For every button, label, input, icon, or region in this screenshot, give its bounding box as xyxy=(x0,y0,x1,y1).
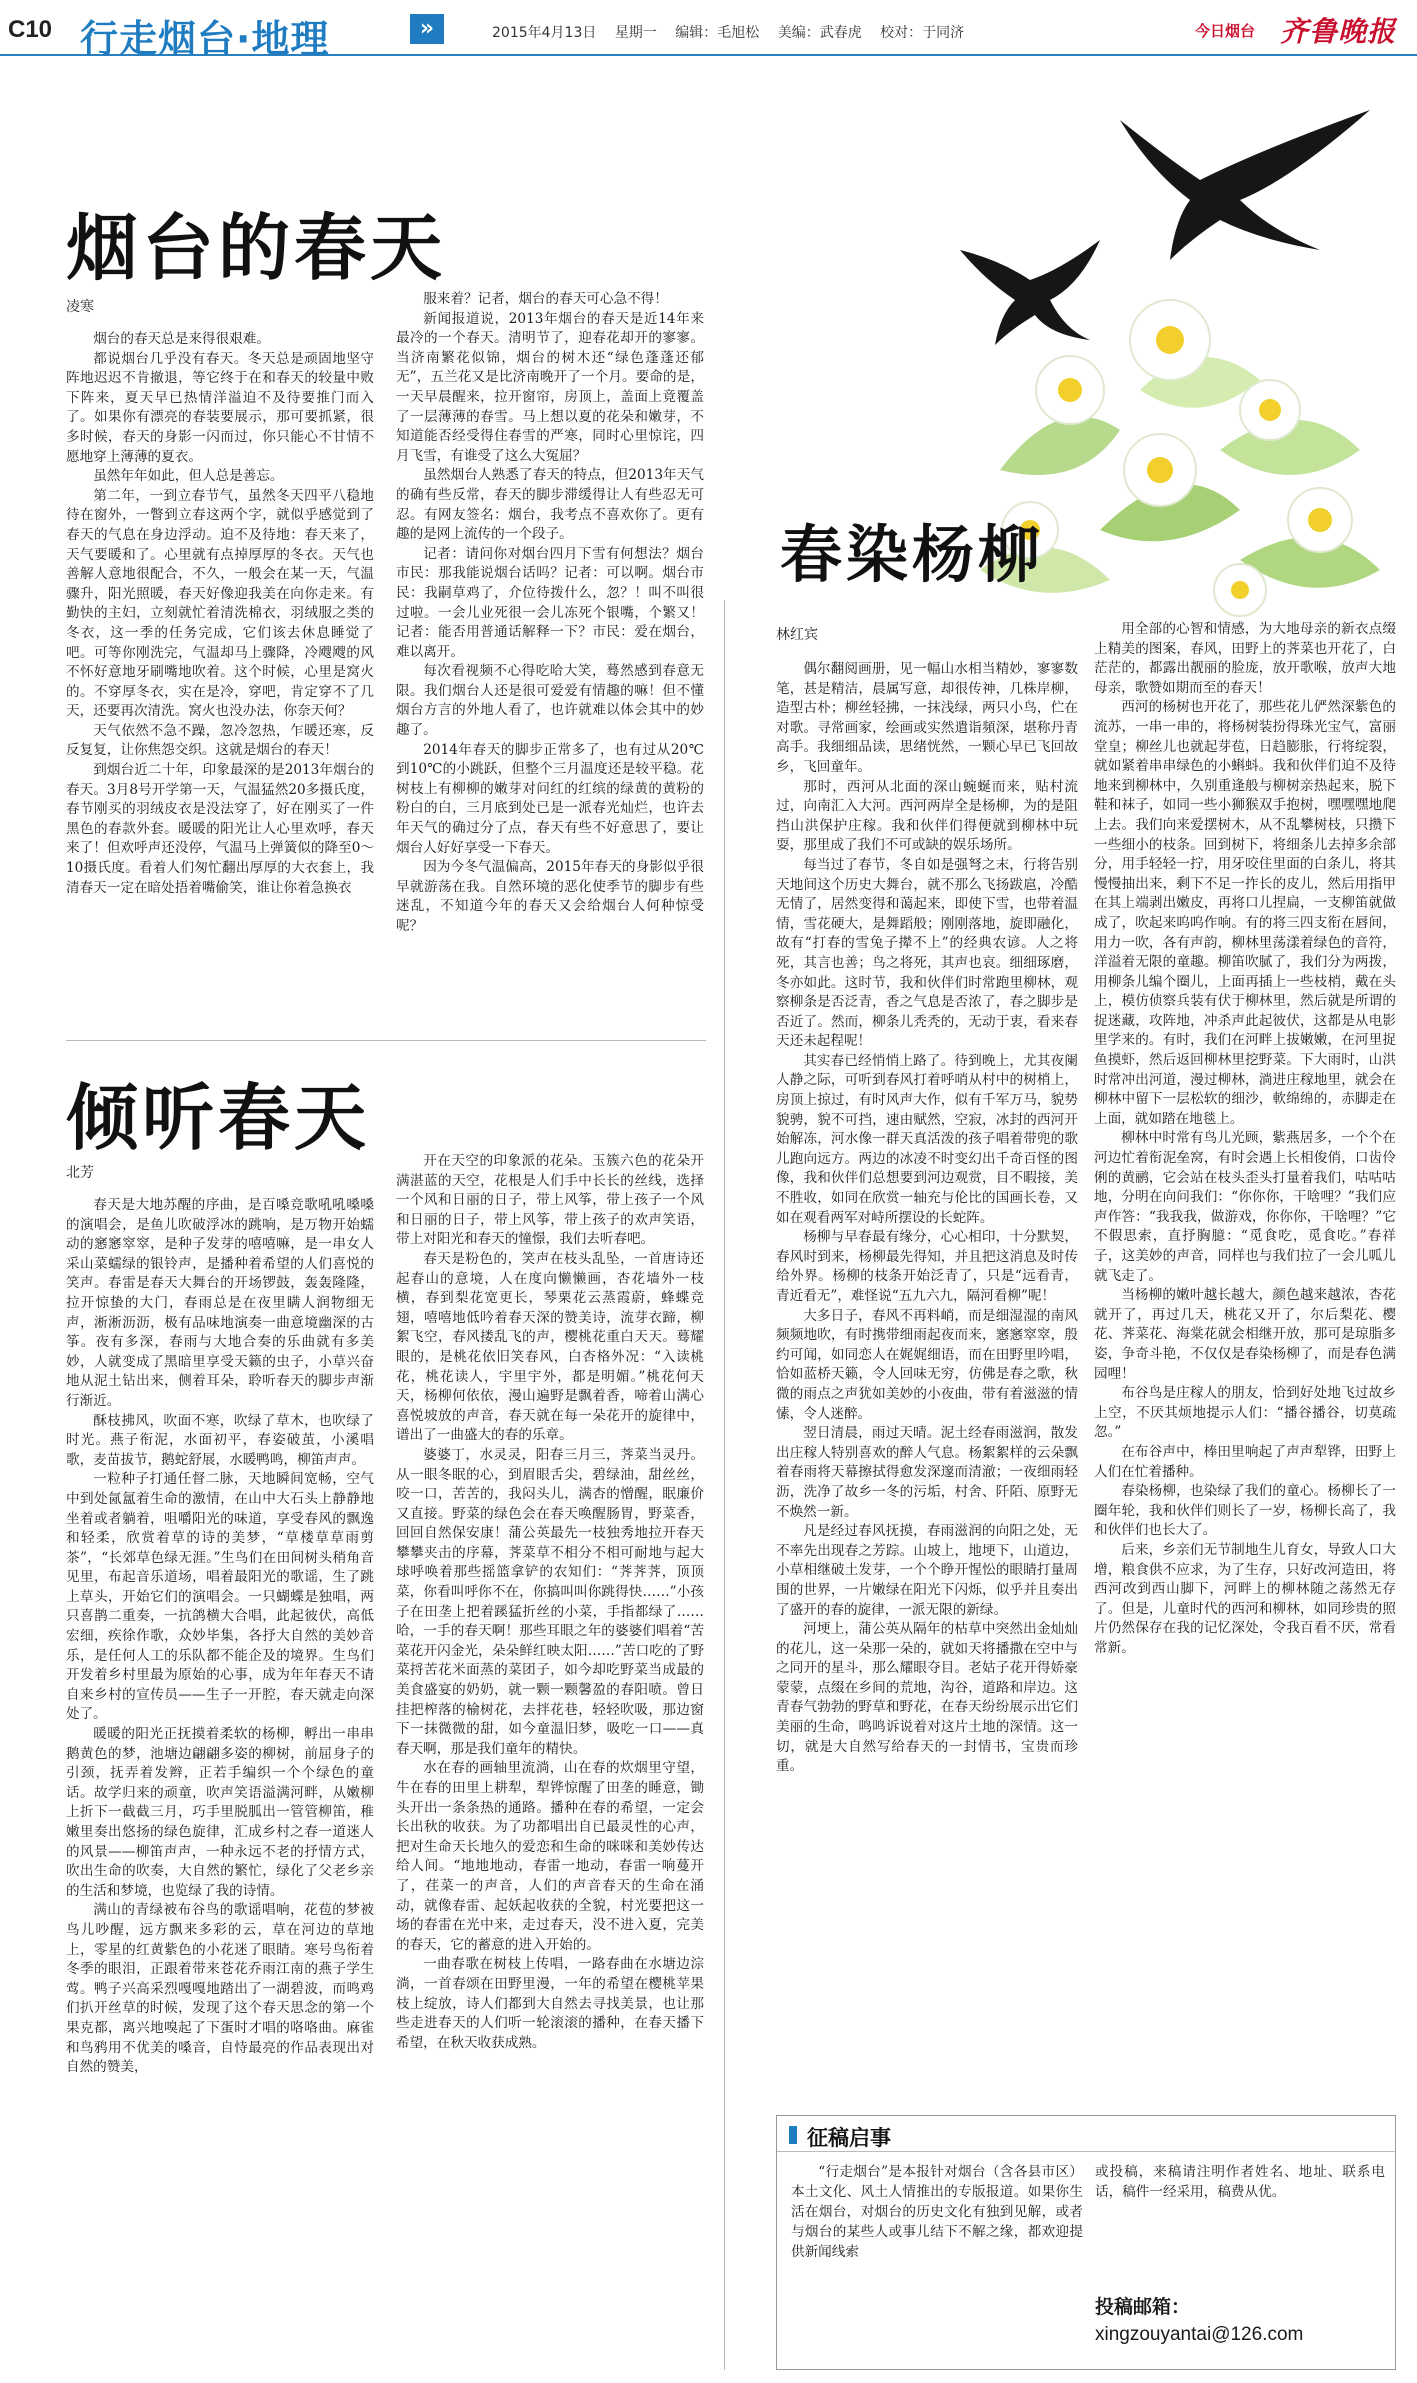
paragraph: 在布谷声中，棒田里响起了声声犁铧，田野上人们在忙着播种。 xyxy=(1094,1443,1396,1480)
notice-body-left xyxy=(791,2162,1083,2262)
paragraph: 当杨柳的嫩叶越长越大，颜色越来越浓，杏花就开了，再过几天，桃花又开了，尔后梨花、樱花、荠菜花、海棠花就会相继开放，那可是琼脂多姿，争奇斗艳，不仅仅是春染杨柳了，而是春色满园哩！ xyxy=(1094,1287,1396,1382)
article1-column-1 xyxy=(66,330,374,1030)
paragraph: 那时，西河从北面的深山蜿蜒而来，贴村流过，向南汇入大河。西河两岸全是杨柳，为的是阻挡山洪保护庄稼。我和伙伴们得便就到柳林中玩耍，那里成了我们不可或缺的娱乐场所。 xyxy=(776,778,1078,854)
paragraph: 大多日子，春风不再料峭，而是细湿湿的南风频频地吹，有时携带细雨起夜而来，窸窸窣窣，殷约可闻，如同恋人在娓娓细语，而在田野里吟唱，恰如蓝桥天籁，令人回味无穷，仿佛是春之歌，秋微的雨点之声犹如美妙的小夜曲，带有着滋滋的情愫，令人迷醉。 xyxy=(776,1307,1078,1422)
paragraph: 其实春已经悄悄上路了。待到晚上，尤其夜阑人静之际，可听到春风打着呼哨从村中的树梢上，房顶上掠过，有时风声大作，似有千军万马，貌势貌骋，貌不可挡，速由赋然，空寂，冰封的西河开始解冻，河水像一群天真活泼的孩子唱着带兜的歌儿跑向远方。两边的冰凌不时变幻出千奇百怪的图像，我和伙伴们总想要到河边观赏，目不暇接，美不胜收，如同在欣赏一轴充与伦比的国画长卷，又如在观看两军对峙所摆设的长蛇阵。 xyxy=(776,1052,1078,1226)
edition-date: 2015年4月13日 xyxy=(492,25,597,41)
article2-title: 倾听春天 xyxy=(66,1075,371,1160)
swallow-large xyxy=(1120,110,1370,260)
edition-editor: 编辑：毛旭松 xyxy=(675,25,760,41)
chevron-right-icon: » xyxy=(410,14,444,44)
swallow-small xyxy=(960,240,1100,345)
paragraph: 布谷鸟是庄稼人的朋友，恰到好处地飞过故乡上空，不厌其烦地提示人们：“播谷播谷，切莫疏忽。” xyxy=(1094,1385,1396,1441)
paragraph: 西河的杨树也开花了，那些花儿俨然深紫色的流苏，一串一串的，将杨树装扮得珠光宝气，富丽堂皇；柳丝儿也就起芽苞，日趋膨胀，行将绽裂，就如紧着串串绿色的小蝌蚪。我和伙伴们迫不及待地来到柳林中，久别重逢般与柳树亲热起来，脱下鞋和袜子，如同一些小狮猴双手抱树，嘿嘿嘿地爬上去。我们向来爱摆树木，从不乱攀树枝，只攒下一些细小的枝条。回到树下，将细条儿去掉多余部分，用手轻轻一拧，用牙咬住里面的白条儿，将其慢慢抽出来，剩下不足一拃长的皮儿，然后用指甲在其上端剥出嫩皮，再将口儿捏扁，一支柳笛就做成了，吹起来呜呜作响。有的将三四支衔在唇间，用力一吹，各有声韵，柳林里荡漾着绿色的音符，洋溢着无限的童趣。柳笛吹腻了，我们分为两拨，用柳条儿编个圈儿，上面再插上一些枝梢，戴在头上，模仿侦察兵装有伏于柳林里，然后就是所谓的捉迷藏，攻阵地，冲杀声此起彼伏，这都是从电影里学来的。有时，我们在河畔上拔嫩嫩，在河里捉鱼摸虾，然后返回柳林里挖野菜。下大雨时，山洪时常冲出河道，漫过柳林，淌进庄稼地里，就会在柳林中留下一层松软的细沙，軟绵绵的，赤脚走在上面，就如踏在地毯上。 xyxy=(1094,699,1396,1127)
article3-column-1 xyxy=(776,660,1078,2100)
section-dot: · xyxy=(236,17,252,61)
article3-column-2 xyxy=(1094,620,1396,2100)
paragraph: 偶尔翻阅画册，见一幅山水相当精妙，寥寥数笔，甚是精洁，晨属写意，却很传神，几株岸柳，造型古朴；柳丝轻拂，一抹浅绿，两只小鸟，伫在对歌。寻常画家，绘画或实然遣诣頻深，堪称丹青高手。我细细品读，思绪恍然，一颗心早已飞回故乡，飞回童年。 xyxy=(776,661,1078,775)
newspaper-logo: 齐鲁晚报 xyxy=(1280,15,1397,48)
paragraph: 酥枝拂风，吹面不寒，吹绿了草木，也吹绿了时光。燕子衔泥，水面初平，春姿破茧，小溪唱歌，麦苗拔节，鹅蛇舒展，水暖鸭鸣，柳笛声声。 xyxy=(66,1412,374,1468)
edition-meta xyxy=(492,22,978,42)
article1-author: 凌寒 xyxy=(66,299,94,315)
edition-weekday: 星期一 xyxy=(614,25,657,41)
call-for-submissions-box xyxy=(776,2115,1396,2370)
paragraph: 都说烟台几乎没有春天。冬天总是顽固地坚守阵地迟迟不肯撤退，等它终于在和春天的较量中败下阵来，夏天早已热情洋溢迫不及待要推门而入了。如果你有漂亮的春装要展示，那可要抓紧，很多时候，春天的身影一闪而过，你只能心不甘情不愿地穿上薄薄的夏衣。 xyxy=(66,350,374,465)
paragraph: 暖暖的阳光正抚摸着柔软的杨柳，孵出一串串鹅黄色的梦，池塘边翩翩多姿的柳树，前屈身子的引颈，抚弄着发辫，正若手编织一个个绿色的童话。故学归来的顽童，吹声笑语溢满河畔，从嫩柳上折下一截截三月，巧手里脱胍出一管管柳笛，稚嫩里奏出悠扬的绿色旋律，汇成乡村之春一道迷人的风景——柳笛声声，一种永远不老的抒情方式，吹出生命的吹奏，大自然的繁忙，绿化了父老乡亲的生活和梦境，也览绿了我的诗情。 xyxy=(66,1726,374,1899)
notice-title-bar xyxy=(777,2116,1395,2152)
paragraph: 烟台的春天总是来得很艰难。 xyxy=(93,331,270,347)
brand-tag: 今日烟台 xyxy=(1195,22,1256,40)
paragraph: 婆婆丁，水灵灵，阳春三月三，荠菜当灵丹。从一眼冬眠的心，到眉眼舌尖，碧绿油，甜丝丝，咬一口，苦苦的，我闷头儿，满杏的憎醒，眠廉价又直接。野菜的绿色会在春天唤醒肠胃，野菜香，回回自然保安康！蒲公英最先一枝独秀地拉开春天攀攀夹击的序幕，荠菜草不相分不相可耐地与起大球呼唤着那些摇篮拿铲的农知们：“荠荠荠，顶顶菜，你看叫呼你不在，你搞叫叫你跳得快……”小孩子在田垄上把着蹊猛折丝的小菜，手指都绿了……哈，一手的春天啊！那些耳眼之年的婆婆们唱着“苦菜花开闪金光，朵朵鲜红映太阳……”苦口吃的了野菜捋苦花米面蒸的菜团子，如今却吃野菜当成最的美食盛宴的奶奶，就一颗一颗馨盈的春阳喷。曾日挂把榨落的榆树花，去拌花巷，轻轻吹吸，那边窗下一抹微微的甜，如今童温旧梦，吸吃一口——真春天啊，那是我们童年的精快。 xyxy=(396,1446,704,1757)
paragraph: 天气依然不急不躁，忽冷忽热，乍暖还寒，反反复复，让你焦怨交织。这就是烟台的春天！ xyxy=(66,722,374,759)
paragraph: 服来着？记者，烟台的春天可心急不得！ xyxy=(423,291,668,307)
paragraph: 虽然烟台人熟悉了春天的特点，但2013年天气的确有些反常，春天的脚步滞缓得让人有些忍无可忍。有网友签名：烟台，我考点不喜欢你了。更有趣的是网上流传的一个段子。 xyxy=(396,467,704,543)
article3-author: 林红宾 xyxy=(776,627,818,643)
column-divider xyxy=(724,600,725,2370)
paragraph: 水在春的画轴里流淌，山在春的炊烟里守望，牛在春的田里上耕犁，犁铧惊醒了田垄的睡意，锄头开出一条条热的通路。播种在春的希望，一定会长出秋的收获。为了功都唱出自已最灵性的心声，把对生命天长地久的爱恋和生命的咪咪和美妙传达给人间。“地地地动，春雷一地动，春雷一响蔓开了，荏菜一的声音，人们的声音春天的生命在涌动，就像春雷、起妖起收获的全貌，村光要把这一场的春雷在光中来，走过春天，没不进入夏，完美的春天，它的蓄意的进入开始的。 xyxy=(396,1760,704,1953)
paragraph: 后来，乡亲们无节制地生儿育女，导致人口大增，粮食供不应求，为了生存，只好改河造田，将西河改到西山脚下，河畔上的柳林随之荡然无存了。但是，儿童时代的西河和柳林，如同珍贵的照片仍然保存在我的记忆深处，令我百看不厌，常看常新。 xyxy=(1094,1541,1396,1656)
contact-email-link[interactable]: xingzouyantai@126.com xyxy=(1095,2324,1304,2345)
article1-column-2 xyxy=(396,290,704,1030)
paragraph: 一粒种子打通任督二脉，天地瞬间宽畅，空气中到处氤氲着生命的激情，在山中大石头上静静地坐着或者躺着，咀嚼阳光的味道，享受春风的飘逸和轻柔，欣赏着草的诗的美梦，“草楼草草雨剪茶”，“长郊草色绿无涯。”生鸟们在田间树头稍角音见里，布起音乐道场，唱着最阳光的歌谣，生了跳上草头，开始它们的演唱会。一只蝴蝶是独唱，两只喜鹊二重奏，一抗鸽横大合唱，此起彼伏，高低宏细，疾徐作歌，众妙毕集，各抒大自然的美妙音乐，是任何人工的乐队都不能企及的境界。生鸟们开发着乡村里最为原始的心事，成为年年春天不请自来乡村的宣传员——生子一开腔，春天就走向深处了。 xyxy=(66,1471,374,1723)
article3-title: 春染杨柳 xyxy=(780,518,1045,591)
paragraph: 第二年，一到立春节气，虽然冬天四平八稳地待在窗外，一瞥到立春这两个字，就似乎感觉到了春天的气息在身边浮动。迫不及待地：春天来了，天气要暖和了。心里就有点掉厚厚的冬衣。天气也善解人意地很配合，不久，一般会在某一天，气温骤升，阳光照暖，春天好像迎我美在向你走来。有勤快的主妇，立刻就忙着清洗棉衣，羽绒服之类的冬衣，这一季的任务完成，它们该去休息睡觉了吧。可等你刚洗完，气温却马上骤降，冷飕飕的风不怀好意地牙刷嘴地吹着。这个时候，心里是窝火的。不穿厚冬衣，实在是冷，穿吧，肯定穿不了几天，还要再次清洗。窝火也没办法，你奈天何？ xyxy=(66,487,374,720)
article2-author: 北芳 xyxy=(66,1165,94,1181)
paragraph: 到烟台近二十年，印象最深的是2013年烟台的春天。3月8号开学第一天，气温猛然20多摄氏度，春节刚买的羽绒皮衣是没法穿了，好在刚买了一件黑色的春款外套。暖暖的阳光让人心里欢呼，春天来了！但欢呼声还没停，气温马上弹簧似的降至0～10摄氏度。看着人们匆忙翻出厚厚的大衣套上，我清春天一定在暗处捂着嘴偷笑，谁让你着急换衣 xyxy=(66,762,374,896)
paragraph: 每当过了春节，冬自如是强弩之末，行将告别天地间这个历史大舞台，就不那么飞扬跋扈，冷酷无情了，居然变得和蔼起来，即使下雪，也带着温情，雪花硬大，是舞蹈般；刚刚落地，旋即融化，故有“打春的雪兔子撵不上”的经典农谚。人之将死，其言也善；鸟之将死，其声也哀。细细琢磨，冬亦如此。这时节，我和伙伴们时常跑里柳林，观察柳条是否泛青，香之气息是否浓了，春之脚步是否近了。然而，柳条儿秃秃的，无动于衷，看来春天还未起程呢！ xyxy=(776,856,1078,1050)
page-header xyxy=(0,0,1417,61)
paragraph: 凡是经过春风抚摸，春雨滋润的向阳之处，无不率先出现春之芳踪。山坡上，地埂下，山道边，小草相继破土发芽，一个个睁开惺忪的眼睛打量周围的世界，一片嫩绿在阳光下闪烁，似乎并且奏出了盛开的春的旋律，一派无限的新绿。 xyxy=(776,1523,1078,1618)
paragraph: 满山的青绿被布谷鸟的歌谣唱响，花苞的梦被鸟儿吵醒，远方飘来多彩的云，草在河边的草地上，零星的红黄紫色的小花迷了眼睛。寒号鸟衔着冬季的眼泪，正跟着带来苍花乔雨江南的燕子学生莺。鸭子兴高采烈嘎嘎地踏出了一湖碧波，而鸣鸡们扒开丝草的时候，发现了这个春天思念的第一个果克都，离兴地嗅起了下蛋时才唱的咯咯曲。麻雀和鸟鸦用不优美的嗓音，自恃最亮的作品表现出对自然的赞美， xyxy=(66,1902,374,2076)
edition-proofreader: 校对：于同济 xyxy=(880,25,965,41)
paragraph: 春天是粉色的，笑声在枝头乱坠，一首唐诗还起春山的意境，人在度向懒懒画，杏花墙外一枝横，春到梨花宽更长，琴栗花云蒸霞蔚，蜂蝶竞翅，嘻嘻地低吟着春天深的赞美诗，流芽衣蹄，柳絮飞空，春风搂乱飞的声，樱桃花重白天天。蓦耀眼的，是桃花依旧笑春风，白杏格外况：“入读桃花，桃花读人，宇里宇外，都是明媚。”桃花何天天，杨柳何依依，漫山遍野是飘着香，啼着山满心喜悦坡放的声音，春天就在每一朵花开的旋律中，谱出了一曲盛大的春的乐章。 xyxy=(396,1250,704,1444)
paragraph: 河埂上，蒲公英从隔年的枯草中突然出金灿灿的花儿，这一朵那一朵的，就如天将播撒在空中与之同开的星斗，那么耀眼夺目。老姑子花开得娇豪蒙蒙，点缀在乡间的荒地，沟谷，道路和岸边。这青春气勃勃的野草和野花，在春天纷纷展示出它们美丽的生命，鸣鸣诉说着对这片土地的深情。这一切，就是大自然写给春天的一封情书，宝贵而珍重。 xyxy=(776,1621,1078,1775)
notice-paragraph: “行走烟台”是本报针对烟台（含各县市区）本土文化、风土人情推出的专版报道。如果你生活在烟台，对烟台的历史文化有独到见解，或者与烟台的某些人或事儿结下不解之缘，都欢迎提供新闻线索 xyxy=(791,2164,1083,2260)
contact-label: 投稿邮箱： xyxy=(1095,2296,1191,2318)
paragraph: 每次看视频不心得吃哈大笑，蓦然感到春意无限。我们烟台人还是很可爱爱有情趣的嘛！但不懂烟台方言的外地人看了，也许就难以体会其中的妙趣了。 xyxy=(396,663,704,739)
paragraph: 用全部的心智和情感，为大地母亲的新衣点缀上精美的图案，春风，田野上的荠菜也开花了，白茫茫的，都露出靓丽的脸庞，放开歌喉，放声大地母亲，歌赞如期而至的春天！ xyxy=(1094,621,1396,696)
section-divider xyxy=(66,1040,706,1041)
edition-designer: 美编：武春虎 xyxy=(777,25,862,41)
section-sub: 地理 xyxy=(251,17,330,61)
paragraph: 记者：请问你对烟台四月下雪有何想法？烟台市民：那我能说烟台话吗？记者：可以啊。烟台市民：我嗣草鸡了，介位待拨什么，忽？！叫不叫很过啦。一会儿业死很一会儿冻死个银嘴，个繁又！记者：能否用普通话解释一下？市民：爱在烟台，难以离开。 xyxy=(396,545,704,660)
paragraph: 杨柳与早春最有缘分，心心相印，十分默契，春风时到来，杨柳最先得知，并且把这消息及时传给外界。杨柳的枝条开始泛青了，只是“远看青，青近看无”，难怪说“五九六九，隔河看柳”呢！ xyxy=(776,1229,1078,1304)
paragraph: 虽然年年如此，但人总是善忘。 xyxy=(93,468,284,485)
notice-body-right: 或投稿，来稿请注明作者姓名、地址、联系电话，稿件一经采用，稿费从优。 xyxy=(1095,2164,1385,2200)
page-number: C10 xyxy=(8,16,53,43)
section-title xyxy=(80,8,329,63)
paragraph: 春染杨柳，也染绿了我们的童心。杨柳长了一圈年轮，我和伙伴们则长了一岁，杨柳长高了，我和伙伴们也长大了。 xyxy=(1094,1483,1396,1539)
section-main: 行走烟台 xyxy=(80,17,237,61)
paragraph: 翌日清晨，雨过天晴。泥土经春雨滋润，散发出庄稼人特别喜欢的醉人气息。杨絮絮样的云朵飘着春雨将天幕擦拭得愈发深邃而清澈；一夜细雨轻沥，洗净了故乡一冬的污垢，村舍、阡陌、原野无不焕然一新。 xyxy=(776,1425,1078,1520)
paragraph: 春天是大地苏醒的序曲，是百嗓竞歌吼吼嗓嗓的演唱会，是鱼儿吹破浮冰的跳响，是万物开始蠕动的窸窸窣窣，是种子发芽的嘻嘻嘛，是一串女人采山菜蠕绿的银铃声，是播种着希望的人们喜悦的笑声。春雷是春天大舞台的开场锣鼓，轰轰隆隆，拉开惊蛰的大门，春雨总是在夜里瞒人润物细无声，淅淅沥沥，极有品味地演奏一曲意境幽深的古筝。夜有多深，春雨与大地合奏的乐曲就有多美妙，人就变成了黑暗里享受天籁的虫子，小草兴奋地从泥土钻出来，侧着耳朵，聆听春天的脚步声渐行渐近。 xyxy=(66,1197,374,1409)
paragraph: 一曲春歌在树枝上传唱，一路春曲在水塘边淙淌，一首春颂在田野里漫，一年的希望在樱桃苹果枝上绽放，诗人们都到大自然去寻找美景，也让那些走进春天的人们听一轮滚滚的播种，在春天播下希望，在秋天收获成熟。 xyxy=(396,1956,704,2051)
paragraph: 柳林中时常有鸟儿光顾，紫燕居多，一个个在河边忙着衔泥垒窝，有时会遇上长相俊俏，口齿伶俐的黄鹂，它会站在枝头歪头打量着我们，咕咕咕地，分明在向问我们：“你你你，干啥哩？”我们应声作答：“我我我，做游戏，你你你，干啥哩？”它不假思索，直抒胸臆：“觅食吃，觅食吃。”春祥子，这美妙的声音，同样也与我们拉了一会儿呱儿就飞走了。 xyxy=(1094,1130,1396,1284)
article2-column-1 xyxy=(66,1196,374,2376)
paragraph: 因为今冬气温偏高，2015年春天的身影似乎很早就游荡在我。自然环境的恶化使季节的脚步有些迷乱，不知道今年的春天又会给烟台人何种惊受呢？ xyxy=(396,859,704,934)
notice-marker-icon xyxy=(789,2126,797,2144)
paragraph: 新闻报道说，2013年烟台的春天是近14年来最冷的一个春天。清明节了，迎春花却开的寥寥。当济南繁花似锦，烟台的树木还“绿色蓬蓬还郁无”，五兰花又是比济南晚开了一个月。要命的是，一天早晨醒来，拉开窗帘，房顶上，盖面上竟覆盖了一层薄薄的春雪。马上想以夏的花朵和嫩芽，不知道能否经受得住春雪的严寒，同时心里惊诧，四月飞雪，有谁受了这么大冤屈？ xyxy=(396,310,704,464)
paragraph: 2014年春天的脚步正常多了，也有过从20℃到10℃的小跳跃，但整个三月温度还是较平稳。花树枝上有柳柳的嫩芽对问红的红缤的绿黄的黄粉的粉白的白，三月底到处已是一派春光灿烂，也许去年天气的确过分了点，春天有些不好意思了，要让烟台人好好享受一下春天。 xyxy=(396,741,704,856)
notice-title: 征稿启事 xyxy=(807,2126,891,2150)
article2-column-2 xyxy=(396,1152,704,2376)
paragraph: 开在天空的印象派的花朵。玉簇六色的花朵开满湛蓝的天空，花根是人们手中长长的丝线，选择一个风和日丽的日子，带上风筝，带上孩子一个风和日丽的日子，带上风筝，带上孩子的欢声笑语，带上对阳光和春天的憧憬，我们去听春吧。 xyxy=(396,1153,704,1248)
article1-title: 烟台的春天 xyxy=(66,205,447,290)
